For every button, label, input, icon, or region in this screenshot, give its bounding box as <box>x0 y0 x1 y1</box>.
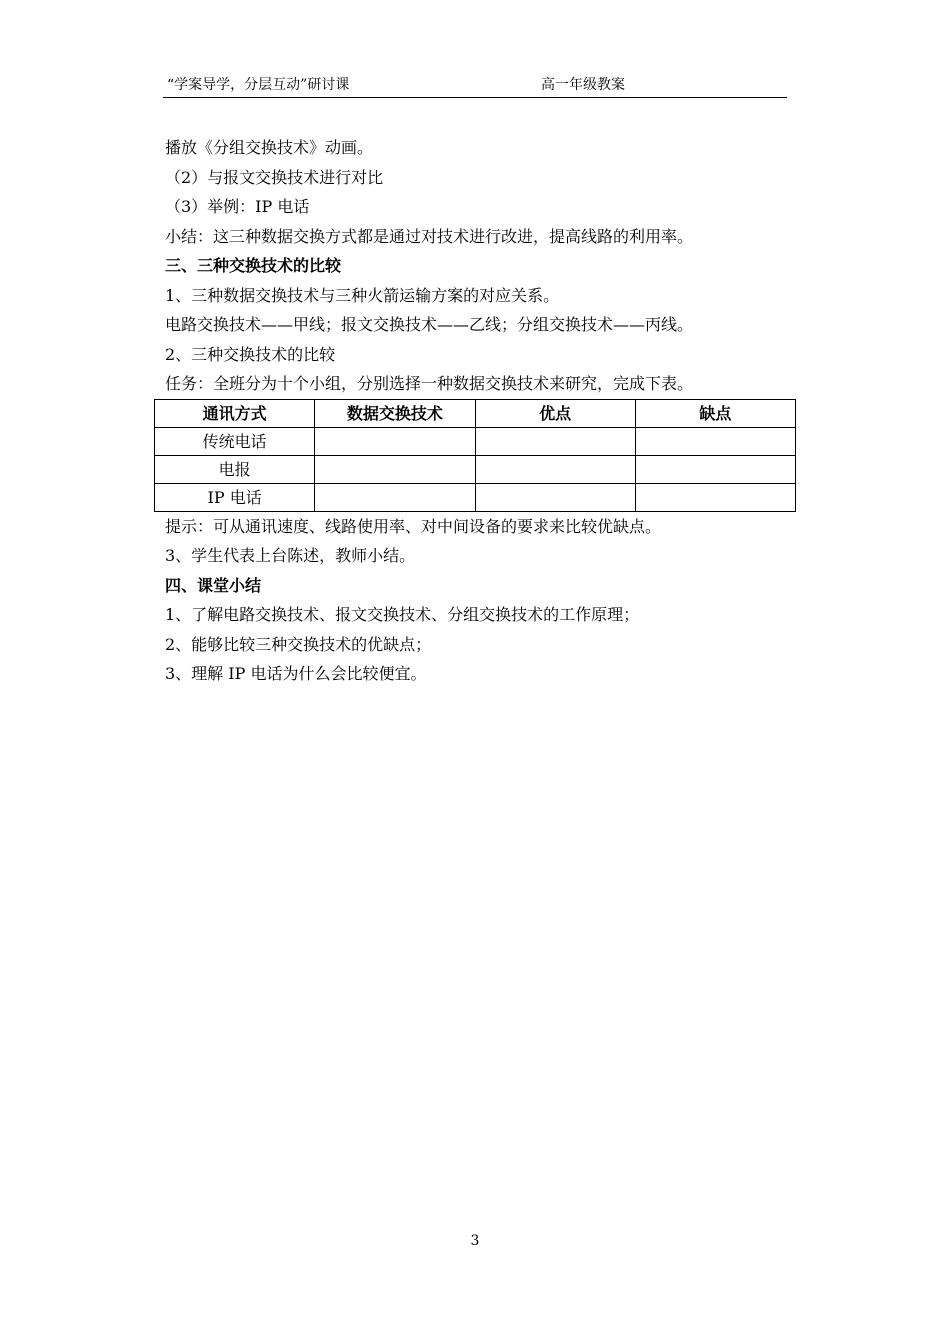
table-cell <box>635 455 795 483</box>
table-row <box>155 427 796 455</box>
table-cell: 电报 <box>155 455 315 483</box>
table-cell <box>475 455 635 483</box>
paragraph-line: 3、理解 IP 电话为什么会比较便宜。 <box>165 664 427 683</box>
page-number: 3 <box>470 1233 480 1249</box>
paragraph-line: 2、能够比较三种交换技术的优缺点； <box>165 634 432 654</box>
comparison-table <box>154 399 796 512</box>
table-cell: IP 电话 <box>155 483 315 511</box>
paragraph-line: 1、三种数据交换技术与三种火箭运输方案的对应关系。 <box>165 285 560 305</box>
paragraph-line: 电路交换技术——甲线；报文交换技术——乙线；分组交换技术——丙线。 <box>165 315 694 334</box>
table-cell <box>475 427 635 455</box>
table-cell <box>315 455 475 483</box>
page-header <box>163 76 787 98</box>
section-heading-3: 三、三种交换技术的比较 <box>165 256 342 275</box>
table-header-row <box>155 399 796 427</box>
table-row <box>155 455 796 483</box>
column-header: 通讯方式 <box>155 399 315 427</box>
table-row <box>155 483 796 511</box>
section-heading-4: 四、课堂小结 <box>165 575 262 595</box>
task-line: 任务：全班分为十个小组，分别选择一种数据交换技术来研究，完成下表。 <box>165 374 694 393</box>
paragraph-line: 3、学生代表上台陈述，教师小结。 <box>165 546 416 565</box>
table-cell <box>315 427 475 455</box>
column-header: 优点 <box>475 399 635 427</box>
column-header: 数据交换技术 <box>315 399 475 427</box>
paragraph-line: 播放《分组交换技术》动画。 <box>165 138 374 157</box>
header-grade-label: 高一年级教案 <box>541 77 625 93</box>
summary-line: 小结：这三种数据交换方式都是通过对技术进行改进，提高线路的利用率。 <box>165 226 694 246</box>
paragraph-line: 1、了解电路交换技术、报文交换技术、分组交换技术的工作原理； <box>165 605 640 624</box>
column-header: 缺点 <box>635 399 795 427</box>
header-course-title: “学案导学，分层互动”研讨课 <box>167 77 350 93</box>
paragraph-line: 2、三种交换技术的比较 <box>165 344 336 364</box>
paragraph-line: （3）举例：IP 电话 <box>165 197 310 216</box>
table-cell <box>635 483 795 511</box>
table-cell <box>475 483 635 511</box>
table-cell <box>635 427 795 455</box>
table-cell <box>315 483 475 511</box>
hint-line: 提示：可从通讯速度、线路使用率、对中间设备的要求来比较优缺点。 <box>165 516 662 536</box>
document-body <box>165 133 790 689</box>
paragraph-line: （2）与报文交换技术进行对比 <box>165 167 384 187</box>
table-cell: 传统电话 <box>155 427 315 455</box>
